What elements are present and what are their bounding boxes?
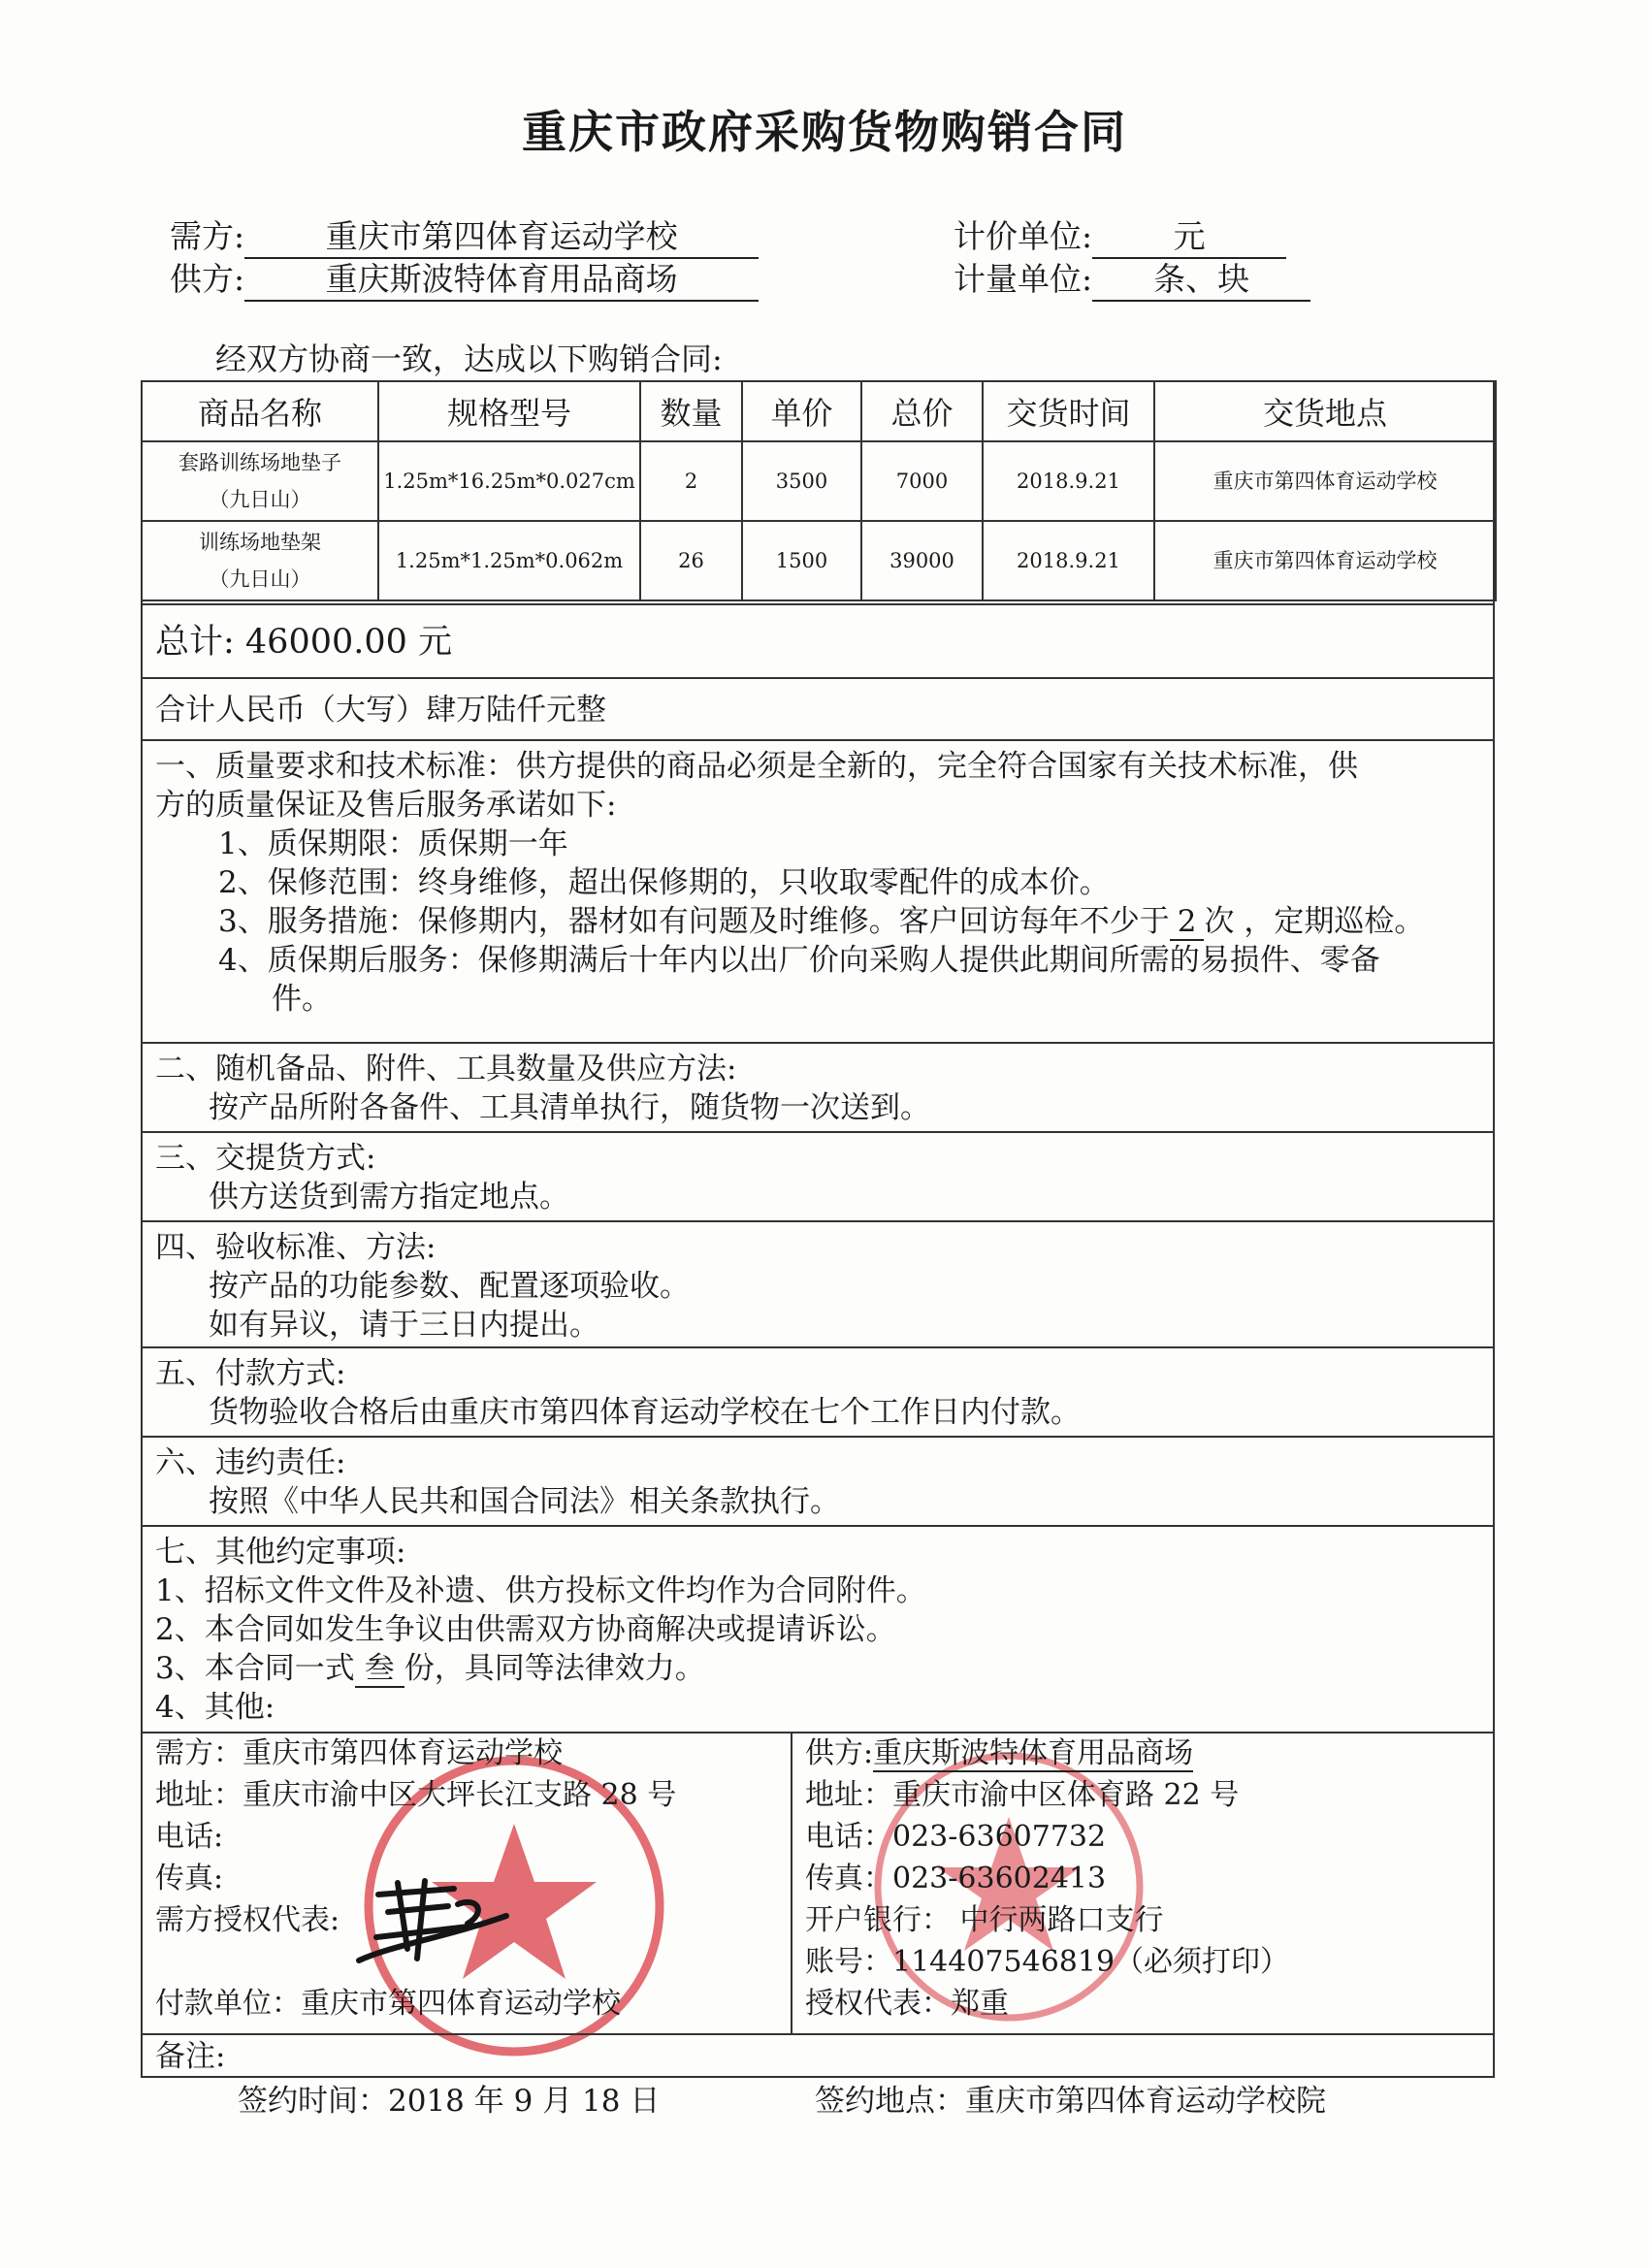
section-accessories-body: 按产品所附各备件、工具清单执行，随货物一次送到。 xyxy=(209,1090,930,1125)
price-unit-label: 计价单位: xyxy=(954,217,1093,255)
supplier-value: 重庆斯波特体育用品商场 xyxy=(244,259,759,302)
measure-unit-label: 计量单位: xyxy=(954,260,1093,298)
cell-spec: 1.25m*1.25m*0.062m xyxy=(378,521,640,600)
buyer-name: 需方：重庆市第四体育运动学校 xyxy=(155,1736,563,1770)
col-header-delivery-time: 交货时间 xyxy=(983,381,1154,441)
price-unit-header xyxy=(954,211,1286,259)
col-header-spec: 规格型号 xyxy=(378,381,640,441)
quality-item-3: 3、服务措施：保修期内，器材如有问题及时维修。客户回访每年不少于 2 次 ，定期巡检。 xyxy=(218,904,1425,939)
cell-qty: 26 xyxy=(640,521,742,600)
section-liability-title: 六、违约责任: xyxy=(155,1445,346,1480)
col-header-name: 商品名称 xyxy=(142,381,378,441)
buyer-phone: 电话: xyxy=(155,1820,224,1854)
quality-item-2: 2、保修范围：终身维修，超出保修期的，只收取零配件的成本价。 xyxy=(218,865,1110,900)
cell-name: 训练场地垫架 （九日山） xyxy=(142,521,378,600)
total-row: 总计: 46000.00 元 xyxy=(141,603,1495,677)
quality-item-4: 4、质保期后服务：保修期满后十年内以出厂价向采购人提供此期间所需的易损件、零备 xyxy=(218,943,1380,978)
section-acceptance-body-2: 如有异议，请于三日内提出。 xyxy=(209,1308,599,1343)
buyer-header xyxy=(170,211,759,259)
quality-item-4-cont: 件。 xyxy=(272,982,332,1017)
buyer-rep: 需方授权代表: xyxy=(155,1903,340,1937)
signature-divider xyxy=(791,1732,792,2033)
supplier-fax: 传真：023-63602413 xyxy=(805,1862,1107,1895)
section-acceptance-body-1: 按产品的功能参数、配置逐项验收。 xyxy=(209,1269,690,1304)
col-header-qty: 数量 xyxy=(640,381,742,441)
section-other xyxy=(141,1525,1495,1732)
section-delivery-title: 三、交提货方式: xyxy=(155,1141,376,1176)
supplier-label: 供方: xyxy=(170,260,245,298)
cell-total: 39000 xyxy=(861,521,983,600)
sign-place: 签约地点：重庆市第四体育运动学校院 xyxy=(815,2084,1326,2119)
buyer-payer: 付款单位：重庆市第四体育运动学校 xyxy=(155,1987,621,2021)
section-other-title: 七、其他约定事项: xyxy=(155,1535,406,1570)
buyer-block xyxy=(155,1733,676,2025)
buyer-label: 需方: xyxy=(170,217,245,255)
supplier-block xyxy=(805,1733,1289,2025)
total-rmb-row: 合计人民币（大写）肆万陆仟元整 xyxy=(141,677,1495,739)
buyer-address: 地址：重庆市渝中区大坪长江支路 28 号 xyxy=(155,1778,677,1812)
measure-unit-value: 条、块 xyxy=(1092,259,1310,302)
supplier-account: 账号：114407546819（必须打印） xyxy=(805,1945,1290,1979)
goods-table xyxy=(141,380,1497,601)
col-header-unit-price: 单价 xyxy=(742,381,861,441)
cell-delivery-place: 重庆市第四体育运动学校 xyxy=(1154,521,1496,600)
supplier-address: 地址：重庆市渝中区体育路 22 号 xyxy=(805,1778,1240,1812)
supplier-header xyxy=(170,254,759,302)
supplier-name: 供方:重庆斯波特体育用品商场 xyxy=(805,1736,1194,1770)
section-payment-title: 五、付款方式: xyxy=(155,1356,346,1391)
cell-delivery-time: 2018.9.21 xyxy=(983,441,1154,521)
col-header-total: 总价 xyxy=(861,381,983,441)
cell-delivery-time: 2018.9.21 xyxy=(983,521,1154,600)
intro-text: 经双方协商一致，达成以下购销合同: xyxy=(215,340,723,377)
contract-title: 重庆市政府采购货物购销合同 xyxy=(522,106,1127,158)
supplier-phone: 电话：023-63607732 xyxy=(805,1820,1107,1854)
price-unit-value: 元 xyxy=(1092,216,1286,259)
section-delivery xyxy=(141,1131,1495,1220)
remarks-row: 备注: xyxy=(141,2033,1495,2078)
buyer-value: 重庆市第四体育运动学校 xyxy=(244,216,759,259)
section-accessories-title: 二、随机备品、附件、工具数量及供应方法: xyxy=(155,1052,737,1086)
section-acceptance xyxy=(141,1220,1495,1346)
other-item-4: 4、其他: xyxy=(155,1690,275,1725)
measure-unit-header xyxy=(954,254,1310,302)
cell-delivery-place: 重庆市第四体育运动学校 xyxy=(1154,441,1496,521)
goods-table-header xyxy=(142,381,1496,441)
supplier-bank: 开户银行： 中行两路口支行 xyxy=(805,1903,1164,1937)
table-row xyxy=(142,521,1496,600)
cell-name: 套路训练场地垫子 （九日山） xyxy=(142,441,378,521)
section-payment-body: 货物验收合格后由重庆市第四体育运动学校在七个工作日内付款。 xyxy=(209,1395,1081,1430)
section-acceptance-title: 四、验收标准、方法: xyxy=(155,1230,436,1265)
cell-total: 7000 xyxy=(861,441,983,521)
buyer-fax: 传真: xyxy=(155,1862,224,1895)
cell-qty: 2 xyxy=(640,441,742,521)
section-payment xyxy=(141,1346,1495,1436)
section-delivery-body: 供方送货到需方指定地点。 xyxy=(209,1180,569,1215)
other-item-3: 3、本合同一式 叁 份，具同等法律效力。 xyxy=(155,1651,705,1686)
section-liability xyxy=(141,1436,1495,1525)
sign-time: 签约时间：2018 年 9 月 18 日 xyxy=(238,2084,661,2119)
cell-unit-price: 3500 xyxy=(742,441,861,521)
quality-item-1: 1、质保期限：质保期一年 xyxy=(218,826,568,861)
supplier-rep: 授权代表：郑重 xyxy=(805,1987,1009,2021)
other-item-1: 1、招标文件文件及补遗、供方投标文件均作为合同附件。 xyxy=(155,1573,926,1608)
section-accessories xyxy=(141,1042,1495,1131)
section-quality-title: 一、质量要求和技术标准：供方提供的商品必须是全新的，完全符合国家有关技术标准，供 xyxy=(155,749,1358,784)
section-liability-body: 按照《中华人民共和国合同法》相关条款执行。 xyxy=(209,1484,840,1519)
cell-unit-price: 1500 xyxy=(742,521,861,600)
cell-spec: 1.25m*16.25m*0.027cm xyxy=(378,441,640,521)
section-quality-title-cont: 方的质量保证及售后服务承诺如下: xyxy=(155,788,617,823)
col-header-delivery-place: 交货地点 xyxy=(1154,381,1496,441)
table-row xyxy=(142,441,1496,521)
section-quality xyxy=(141,739,1495,1042)
other-item-2: 2、本合同如发生争议由供需双方协商解决或提请诉讼。 xyxy=(155,1612,896,1647)
